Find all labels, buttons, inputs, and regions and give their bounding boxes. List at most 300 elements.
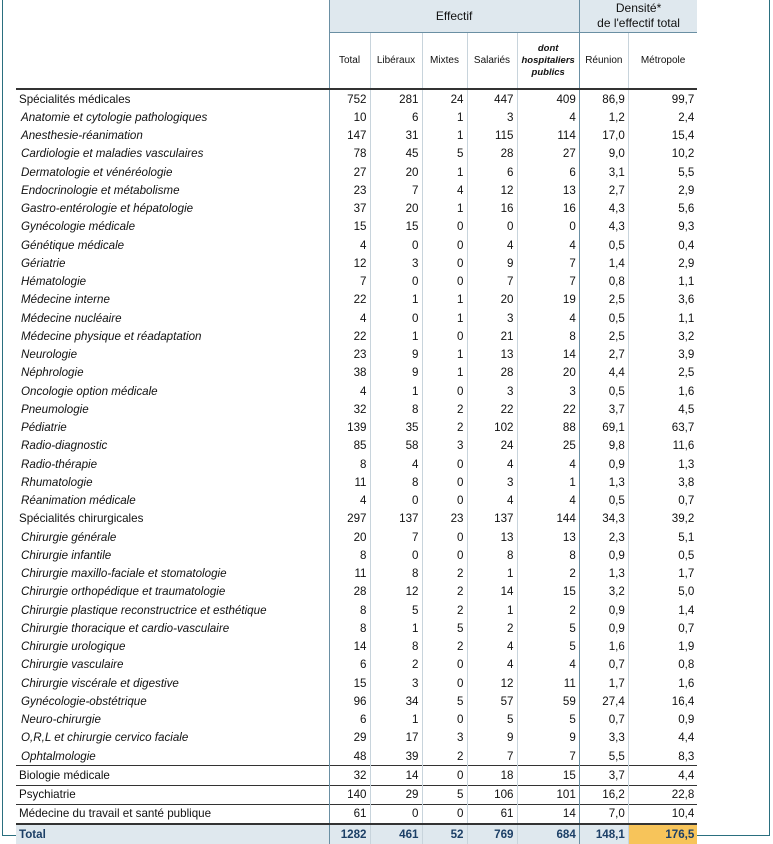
cell-liberaux: 0 [370,236,422,254]
cell-hospitaliers: 7 [517,747,579,766]
cell-reunion: 0,9 [579,601,628,619]
cell-salaries: 21 [467,327,517,345]
cell-salaries: 5 [467,711,517,729]
cell-liberaux: 137 [370,510,422,528]
cell-hospitaliers: 6 [517,163,579,181]
cell-liberaux: 12 [370,583,422,601]
header-densite [579,0,697,33]
cell-hospitaliers: 22 [517,400,579,418]
cell-liberaux: 3 [370,674,422,692]
cell-metropole: 0,8 [628,656,697,674]
cell-hospitaliers: 19 [517,291,579,309]
row-label: Rhumatologie [21,475,93,489]
cell-salaries: 22 [467,400,517,418]
cell-total: 147 [329,127,370,145]
cell-total: 4 [329,492,370,510]
row-label: Chirurgie vasculaire [21,658,124,672]
cell-reunion: 1,6 [579,638,628,656]
cell-mixtes: 0 [422,492,467,510]
cell-reunion: 9,8 [579,437,628,455]
cell-hospitaliers: 5 [517,638,579,656]
cell-salaries: 12 [467,181,517,199]
cell-mixtes: 0 [422,382,467,400]
cell-mixtes: 1 [422,291,467,309]
cell-liberaux: 1 [370,327,422,345]
cell-salaries: 13 [467,528,517,546]
cell-total: 14 [329,638,370,656]
cell-reunion: 17,0 [579,127,628,145]
cell-liberaux: 4 [370,455,422,473]
cell-metropole: 5,6 [628,200,697,218]
row-label: Chirurgie thoracique et cardio-vasculaire [21,621,230,635]
cell-salaries: 24 [467,437,517,455]
cell-hospitaliers: 5 [517,711,579,729]
cell-salaries: 137 [467,510,517,528]
cell-reunion: 2,3 [579,528,628,546]
cell-reunion: 0,7 [579,711,628,729]
row-label: Gastro-entérologie et hépatologie [21,202,194,216]
cell-hospitaliers: 684 [517,824,579,844]
row-label: Neurologie [21,348,78,362]
cell-mixtes: 0 [422,273,467,291]
cell-metropole: 1,6 [628,382,697,400]
cell-mixtes: 2 [422,565,467,583]
cell-metropole: 99,7 [628,89,697,108]
cell-hospitaliers: 4 [517,108,579,126]
row-label: Pneumologie [21,402,89,416]
row-label: Chirurgie urologique [21,640,126,654]
table-row [16,674,697,692]
cell-mixtes: 0 [422,473,467,491]
cell-metropole: 4,5 [628,400,697,418]
cell-salaries: 9 [467,254,517,272]
table-row [16,400,697,418]
row-label: Médecine physique et réadaptation [21,329,202,343]
cell-hospitaliers: 59 [517,692,579,710]
cell-hospitaliers: 409 [517,89,579,108]
cell-metropole: 11,6 [628,437,697,455]
cell-metropole: 0,7 [628,492,697,510]
cell-metropole: 39,2 [628,510,697,528]
row-label: Chirurgie générale [21,530,117,544]
row-label: Radio-thérapie [21,457,98,471]
table-row [16,127,697,145]
cell-mixtes: 0 [422,804,467,824]
cell-mixtes: 1 [422,108,467,126]
cell-mixtes: 5 [422,619,467,637]
cell-mixtes: 1 [422,163,467,181]
cell-liberaux: 0 [370,546,422,564]
cell-liberaux: 29 [370,785,422,804]
cell-mixtes: 4 [422,181,467,199]
cell-liberaux: 7 [370,528,422,546]
cell-reunion: 27,4 [579,692,628,710]
row-label: Génétique médicale [21,238,125,252]
header-row-groups [16,0,697,33]
cell-mixtes: 5 [422,785,467,804]
cell-mixtes: 2 [422,400,467,418]
cell-reunion: 3,7 [579,766,628,785]
row-label: Gynécologie-obstétrique [21,694,147,708]
row-label: Neuro-chirurgie [21,713,101,727]
header-row-columns [16,33,697,90]
cell-reunion: 4,4 [579,364,628,382]
cell-salaries: 13 [467,346,517,364]
row-label: Total [16,824,329,844]
cell-salaries: 2 [467,619,517,637]
cell-liberaux: 15 [370,218,422,236]
cell-metropole: 3,8 [628,473,697,491]
row-label: Chirurgie orthopédique et traumatologie [21,585,226,599]
cell-total: 4 [329,236,370,254]
cell-mixtes: 2 [422,419,467,437]
cell-total: 752 [329,89,370,108]
cell-mixtes: 1 [422,200,467,218]
cell-liberaux: 31 [370,127,422,145]
cell-metropole: 22,8 [628,785,697,804]
cell-mixtes: 3 [422,729,467,747]
cell-liberaux: 9 [370,364,422,382]
table-row [16,711,697,729]
cell-mixtes: 0 [422,327,467,345]
cell-mixtes: 0 [422,656,467,674]
cell-liberaux: 8 [370,473,422,491]
cell-metropole: 0,9 [628,711,697,729]
cell-total: 23 [329,181,370,199]
cell-salaries: 447 [467,89,517,108]
cell-total: 61 [329,804,370,824]
cell-liberaux: 0 [370,273,422,291]
table-row [16,747,697,766]
cell-salaries: 3 [467,108,517,126]
group-row [16,510,697,528]
cell-salaries: 57 [467,692,517,710]
cell-total: 8 [329,546,370,564]
cell-salaries: 18 [467,766,517,785]
cell-mixtes: 0 [422,236,467,254]
row-label: Dermatologie et vénéréologie [21,165,173,179]
table-row [16,528,697,546]
row-label: O,R,L et chirurgie cervico faciale [21,731,189,745]
cell-mixtes: 2 [422,638,467,656]
cell-hospitaliers: 1 [517,473,579,491]
col-header-liberaux: Libéraux [370,33,422,90]
cell-mixtes: 0 [422,455,467,473]
table-row [16,473,697,491]
row-label: Hématologie [21,275,87,289]
col-header-total: Total [329,33,370,90]
cell-reunion: 16,2 [579,785,628,804]
row-label: Endocrinologie et métabolisme [21,183,180,197]
table-row [16,382,697,400]
cell-liberaux: 35 [370,419,422,437]
cell-metropole: 0,5 [628,546,697,564]
cell-salaries: 4 [467,455,517,473]
cell-liberaux: 3 [370,254,422,272]
row-label: Biologie médicale [16,766,329,785]
cell-liberaux: 34 [370,692,422,710]
cell-reunion: 4,3 [579,218,628,236]
cell-total: 20 [329,528,370,546]
cell-mixtes: 24 [422,89,467,108]
header-label-cell [16,33,329,90]
row-label: Psychiatrie [16,785,329,804]
cell-liberaux: 45 [370,145,422,163]
table-row [16,455,697,473]
row-label: Ophtalmologie [21,749,96,763]
cell-mixtes: 2 [422,583,467,601]
cell-liberaux: 0 [370,804,422,824]
cell-salaries: 9 [467,729,517,747]
cell-metropole: 3,2 [628,327,697,345]
cell-total: 96 [329,692,370,710]
cell-total: 140 [329,785,370,804]
cell-total: 4 [329,309,370,327]
cell-total: 38 [329,364,370,382]
cell-salaries: 769 [467,824,517,844]
cell-hospitaliers: 27 [517,145,579,163]
cell-reunion: 0,5 [579,309,628,327]
cell-liberaux: 1 [370,619,422,637]
row-label: Gynécologie médicale [21,220,136,234]
cell-total: 6 [329,656,370,674]
cell-metropole: 5,0 [628,583,697,601]
cell-liberaux: 20 [370,163,422,181]
cell-hospitaliers: 0 [517,218,579,236]
row-label: Médecine du travail et santé publique [16,804,329,824]
row-label: Chirurgie plastique reconstructrice et esthétique [21,603,267,617]
row-label: Chirurgie viscérale et digestive [21,676,179,690]
cell-reunion: 9,0 [579,145,628,163]
cell-total: 37 [329,200,370,218]
cell-hospitaliers: 114 [517,127,579,145]
col-header-reunion: Réunion [579,33,628,90]
group-row [16,89,697,108]
table-row [16,656,697,674]
cell-salaries: 3 [467,382,517,400]
cell-liberaux: 281 [370,89,422,108]
table-row [16,729,697,747]
cell-salaries: 4 [467,492,517,510]
cell-hospitaliers: 7 [517,254,579,272]
cell-mixtes: 2 [422,747,467,766]
cell-metropole: 15,4 [628,127,697,145]
cell-salaries: 8 [467,546,517,564]
cell-liberaux: 0 [370,492,422,510]
row-label: Spécialités chirurgicales [19,512,144,526]
table-row [16,565,697,583]
table-row [16,546,697,564]
cell-hospitaliers: 5 [517,619,579,637]
row-label: Gériatrie [21,256,66,270]
table-row [16,291,697,309]
header-empty-cell [16,0,329,33]
cell-salaries: 4 [467,656,517,674]
table-row [16,108,697,126]
cell-metropole: 2,4 [628,108,697,126]
cell-total: 48 [329,747,370,766]
cell-reunion: 148,1 [579,824,628,844]
cell-metropole: 2,9 [628,181,697,199]
cell-total: 8 [329,455,370,473]
cell-metropole: 0,4 [628,236,697,254]
cell-mixtes: 0 [422,766,467,785]
cell-hospitaliers: 8 [517,327,579,345]
cell-reunion: 0,5 [579,382,628,400]
cell-total: 4 [329,382,370,400]
table-row [16,437,697,455]
cell-reunion: 3,2 [579,583,628,601]
cell-liberaux: 1 [370,382,422,400]
cell-total: 10 [329,108,370,126]
cell-metropole: 1,3 [628,455,697,473]
cell-salaries: 106 [467,785,517,804]
table-row [16,785,697,804]
cell-mixtes: 3 [422,437,467,455]
cell-reunion: 5,5 [579,747,628,766]
cell-metropole: 2,9 [628,254,697,272]
cell-salaries: 3 [467,473,517,491]
cell-mixtes: 52 [422,824,467,844]
row-label: Pédiatrie [21,421,67,435]
header-densite-line2: de l'effectif total [597,16,680,30]
row-label: Anesthesie-réanimation [21,129,143,143]
cell-hospitaliers: 2 [517,565,579,583]
cell-hospitaliers: 4 [517,455,579,473]
table-row [16,145,697,163]
row-label: Réanimation médicale [21,494,136,508]
cell-salaries: 7 [467,273,517,291]
cell-total: 32 [329,400,370,418]
table-body [16,89,697,844]
cell-mixtes: 5 [422,692,467,710]
cell-total: 8 [329,601,370,619]
table-row [16,163,697,181]
table-row [16,804,697,824]
cell-metropole: 3,6 [628,291,697,309]
table-row [16,236,697,254]
cell-reunion: 0,5 [579,236,628,254]
cell-metropole: 10,4 [628,804,697,824]
cell-reunion: 86,9 [579,89,628,108]
table-row [16,692,697,710]
cell-salaries: 102 [467,419,517,437]
cell-liberaux: 39 [370,747,422,766]
cell-reunion: 0,7 [579,656,628,674]
cell-mixtes: 1 [422,127,467,145]
cell-mixtes: 0 [422,218,467,236]
table-row [16,601,697,619]
cell-reunion: 0,9 [579,455,628,473]
cell-metropole: 2,5 [628,364,697,382]
cell-hospitaliers: 4 [517,236,579,254]
cell-mixtes: 0 [422,528,467,546]
cell-mixtes: 1 [422,364,467,382]
cell-metropole: 1,9 [628,638,697,656]
table-row [16,200,697,218]
cell-metropole: 16,4 [628,692,697,710]
cell-metropole: 9,3 [628,218,697,236]
cell-metropole: 0,7 [628,619,697,637]
cell-hospitaliers: 15 [517,766,579,785]
cell-total: 78 [329,145,370,163]
cell-total: 7 [329,273,370,291]
cell-reunion: 3,1 [579,163,628,181]
cell-hospitaliers: 25 [517,437,579,455]
cell-hospitaliers: 20 [517,364,579,382]
cell-total: 15 [329,218,370,236]
cell-reunion: 2,7 [579,346,628,364]
table-row [16,273,697,291]
cell-total: 139 [329,419,370,437]
cell-metropole: 3,9 [628,346,697,364]
cell-hospitaliers: 2 [517,601,579,619]
cell-salaries: 16 [467,200,517,218]
cell-total: 15 [329,674,370,692]
cell-salaries: 20 [467,291,517,309]
cell-mixtes: 0 [422,711,467,729]
cell-liberaux: 20 [370,200,422,218]
cell-metropole: 1,1 [628,273,697,291]
cell-mixtes: 2 [422,601,467,619]
cell-reunion: 4,3 [579,200,628,218]
cell-mixtes: 5 [422,145,467,163]
cell-liberaux: 8 [370,565,422,583]
col-header-mixtes: Mixtes [422,33,467,90]
cell-total: 32 [329,766,370,785]
cell-hospitaliers: 11 [517,674,579,692]
cell-liberaux: 6 [370,108,422,126]
cell-hospitaliers: 3 [517,382,579,400]
cell-reunion: 2,5 [579,327,628,345]
cell-reunion: 0,8 [579,273,628,291]
cell-total: 297 [329,510,370,528]
cell-liberaux: 1 [370,711,422,729]
cell-metropole: 1,4 [628,601,697,619]
cell-reunion: 0,5 [579,492,628,510]
cell-liberaux: 9 [370,346,422,364]
cell-salaries: 3 [467,309,517,327]
cell-reunion: 0,9 [579,619,628,637]
cell-liberaux: 58 [370,437,422,455]
cell-reunion: 3,3 [579,729,628,747]
cell-salaries: 1 [467,565,517,583]
cell-hospitaliers: 4 [517,309,579,327]
cell-salaries: 7 [467,747,517,766]
cell-hospitaliers: 4 [517,656,579,674]
table-row [16,364,697,382]
row-label: Chirurgie infantile [21,548,112,562]
row-label: Spécialités médicales [19,92,131,106]
cell-metropole: 1,7 [628,565,697,583]
cell-hospitaliers: 16 [517,200,579,218]
table-row [16,218,697,236]
cell-reunion: 0,9 [579,546,628,564]
cell-hospitaliers: 13 [517,528,579,546]
cell-metropole: 4,4 [628,766,697,785]
cell-total: 28 [329,583,370,601]
row-label: Cardiologie et maladies vasculaires [21,147,204,161]
cell-liberaux: 1 [370,291,422,309]
cell-salaries: 4 [467,638,517,656]
total-row [16,824,697,844]
cell-metropole: 176,5 [628,824,697,844]
table-row [16,181,697,199]
cell-salaries: 14 [467,583,517,601]
cell-total: 1282 [329,824,370,844]
cell-liberaux: 17 [370,729,422,747]
cell-hospitaliers: 14 [517,346,579,364]
